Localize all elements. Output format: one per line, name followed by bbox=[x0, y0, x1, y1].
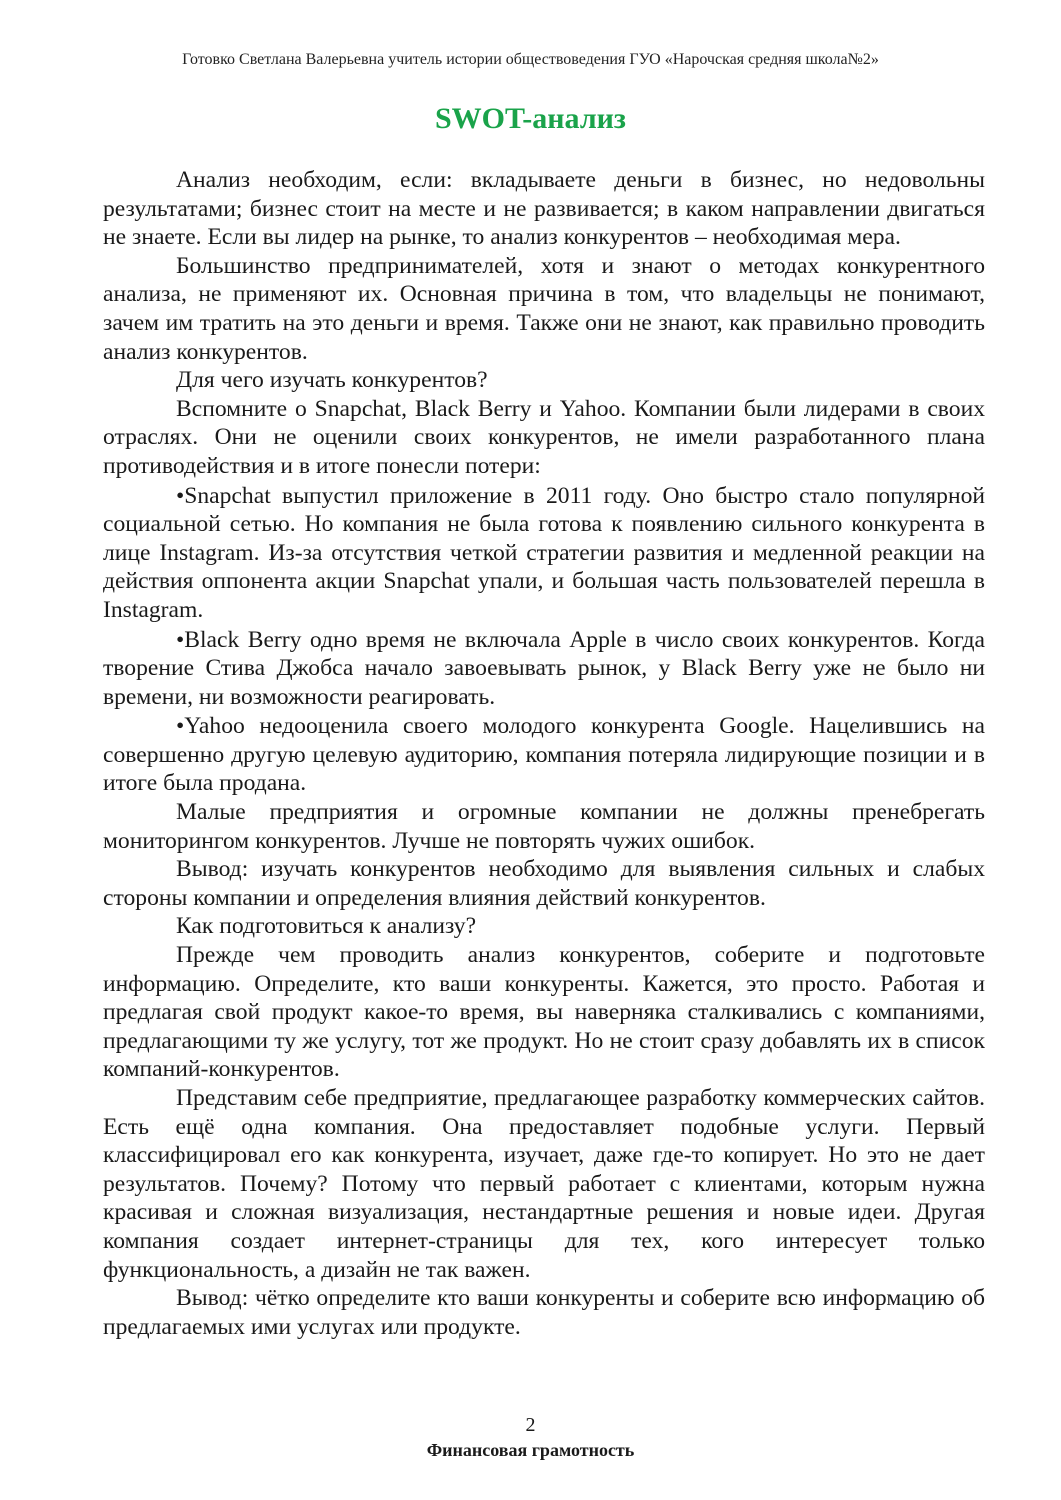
paragraph-monitoring: Малые предприятия и огромные компании не должны пренебрегать мониторингом конкурентов. Лучше не повторять чужих ошибок. bbox=[103, 799, 985, 854]
paragraph-entrepreneurs: Большинство предпринимателей, хотя и знают о методах конкурентного анализа, не применяют их. Основная причина в том, что владельцы не понимают, зачем им тратить на это деньги и время. Также они не знают, как правильно проводить анализ конкурентов. bbox=[103, 252, 985, 365]
page-number: 2 bbox=[525, 1414, 536, 1436]
bullet-blackberry: •Black Berry одно время не включала Apple в число своих конкурентов. Когда творение Стива Джобса начало завоевывать рынок, у Black Berry уже не было ни времени, ни возможности реагировать. bbox=[103, 626, 985, 710]
paragraph-example-company: Представим себе предприятие, предлагающее разработку коммерческих сайтов. Есть ещё одна компания. Она предоставляет подобные услуги. Первый классифицировал его как конкурента, изучает, даже где-то копирует. Но это не дает результатов. Почему? Потому что первый работает с клиентами, которым нужна красивая и сложная визуализация, нестандартные решения и новые идеи. Другая компания создает интернет-страницы для тех, кого интересует только функциональность, а дизайн не так важен. bbox=[103, 1085, 985, 1283]
page-header: Готовко Светлана Валерьевна учитель истории обществоведения ГУО «Нарочская средняя школа№2» bbox=[182, 51, 879, 68]
page-title: SWOT-анализ bbox=[435, 102, 626, 135]
paragraph-question-why: Для чего изучать конкурентов? bbox=[176, 367, 488, 394]
page-footer: Финансовая грамотность bbox=[426, 1440, 635, 1460]
document-body bbox=[103, 166, 985, 1341]
paragraph-question-prepare: Как подготовиться к анализу? bbox=[176, 913, 477, 940]
paragraph-conclusion-1: Вывод: изучать конкурентов необходимо для выявления сильных и слабых стороны компании и определения влияния действий конкурентов. bbox=[103, 856, 985, 911]
paragraph-prepare: Прежде чем проводить анализ конкурентов, соберите и подготовьте информацию. Определите, кто ваши конкуренты. Кажется, это просто. Работая и предлагая свой продукт какое-то время, вы наверняка сталкивались с компаниями, предлагающими ту же услугу, тот же продукт. Но не стоит сразу добавлять их в список компаний-конкурентов. bbox=[103, 942, 985, 1083]
bullet-yahoo: •Yahoo недооценила своего молодого конкурента Google. Нацелившись на совершенно другую целевую аудиторию, компания потеряла лидирующие позиции и в итоге была продана. bbox=[103, 713, 985, 797]
bullet-snapchat: •Snapchat выпустил приложение в 2011 году. Оно быстро стало популярной социальной сетью. Но компания не была готова к появлению сильного конкурента в лице Instagram. Из-за отсутствия четкой стратегии развития и медленной реакции на действия оппонента акции Snapchat упали, и большая часть пользователей перешла в Instagram. bbox=[103, 482, 985, 623]
paragraph-intro: Анализ необходим, если: вкладываете деньги в бизнес, но недовольны результатами; бизнес стоит на месте и не развивается; в каком направлении двигаться не знаете. Если вы лидер на рынке, то анализ конкурентов – необходимая мера. bbox=[103, 167, 985, 251]
paragraph-conclusion-2: Вывод: чётко определите кто ваши конкуренты и соберите всю информацию об предлагаемых ими услугах или продукте. bbox=[103, 1285, 985, 1340]
paragraph-examples: Вспомните о Snapchat, Black Berry и Yahoo. Компании были лидерами в своих отраслях. Они не оценили своих конкурентов, не имели разработанного плана противодействия и в итоге понесли потери: bbox=[103, 395, 985, 479]
